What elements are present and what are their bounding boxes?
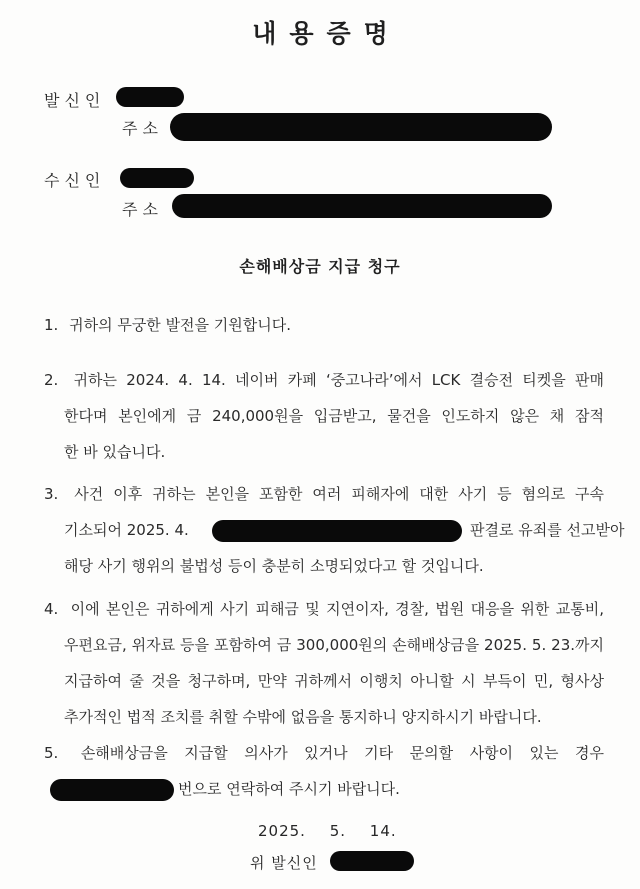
sender-name-redaction — [116, 87, 184, 107]
paragraph-text: 이에 본인은 귀하에게 사기 피해금 및 지연이자, 경찰, 법원 대응을 위한 교통비, — [70, 600, 604, 618]
recipient-label: 수신인 — [44, 171, 106, 190]
paragraph-5 — [44, 735, 604, 798]
case-details-redaction — [212, 520, 462, 542]
paragraph-text: 귀하의 무궁한 발전을 기원합니다. — [69, 316, 292, 334]
sender-address-redaction — [170, 113, 552, 141]
document-subject: 손해배상금 지급 청구 — [239, 257, 401, 276]
paragraph-3 — [44, 476, 625, 584]
document-date: 2025. 5. 14. — [258, 822, 397, 840]
paragraph-text: 사건 이후 귀하는 본인을 포함한 여러 피해자에 대한 사기 등 혐의로 구속 — [74, 485, 604, 503]
paragraph-1 — [44, 307, 604, 343]
recipient-address-label: 주소 — [122, 200, 163, 219]
paragraph-text: 기소되어 2025. 4. — [64, 521, 189, 539]
document-title: 내용증명 — [252, 19, 401, 48]
paragraph-text: 추가적인 법적 조치를 취할 수밖에 없음을 통지하니 양지하시기 바랍니다. — [64, 708, 542, 726]
recipient-name-redaction — [120, 168, 194, 188]
paragraph-text: 한다며 본인에게 금 240,000원을 입금받고, 물건을 인도하지 않은 채 잠적 — [64, 407, 604, 425]
sender-label: 발신인 — [44, 91, 106, 110]
phone-number-redaction — [50, 779, 174, 801]
sender-address-label: 주소 — [122, 119, 163, 138]
paragraph-2 — [44, 362, 604, 470]
paragraph-text: 우편요금, 위자료 등을 포함하여 금 300,000원의 손해배상금을 2025. 5. 23.까지 — [64, 636, 604, 654]
paragraph-number: 3. — [44, 485, 59, 503]
paragraph-text: 손해배상금을 지급할 의사가 있거나 기타 문의할 사항이 있는 경우 — [80, 744, 604, 762]
paragraph-number: 1. — [44, 316, 59, 334]
paragraph-text: 판결로 유죄를 선고받아 — [470, 521, 625, 539]
recipient-address-redaction — [172, 194, 552, 218]
paragraph-number: 2. — [44, 371, 59, 389]
paragraph-text: 귀하는 2024. 4. 14. 네이버 카페 ‘중고나라’에서 LCK 결승전 티켓을 판매 — [73, 371, 604, 389]
paragraph-text: 지급하여 줄 것을 청구하며, 만약 귀하께서 이행치 아니할 시 부득이 민, 형사상 — [64, 672, 604, 690]
paragraph-text: 번으로 연락하여 주시기 바랍니다. — [178, 780, 400, 798]
signature-label: 위 발신인 — [250, 854, 318, 872]
paragraph-number: 5. — [44, 744, 59, 762]
paragraph-4 — [44, 591, 604, 735]
paragraph-text: 한 바 있습니다. — [64, 443, 166, 461]
paragraph-number: 4. — [44, 600, 59, 618]
signature-name-redaction — [330, 851, 414, 871]
paragraph-text: 해당 사기 행위의 불법성 등이 충분히 소명되었다고 할 것입니다. — [64, 557, 484, 575]
